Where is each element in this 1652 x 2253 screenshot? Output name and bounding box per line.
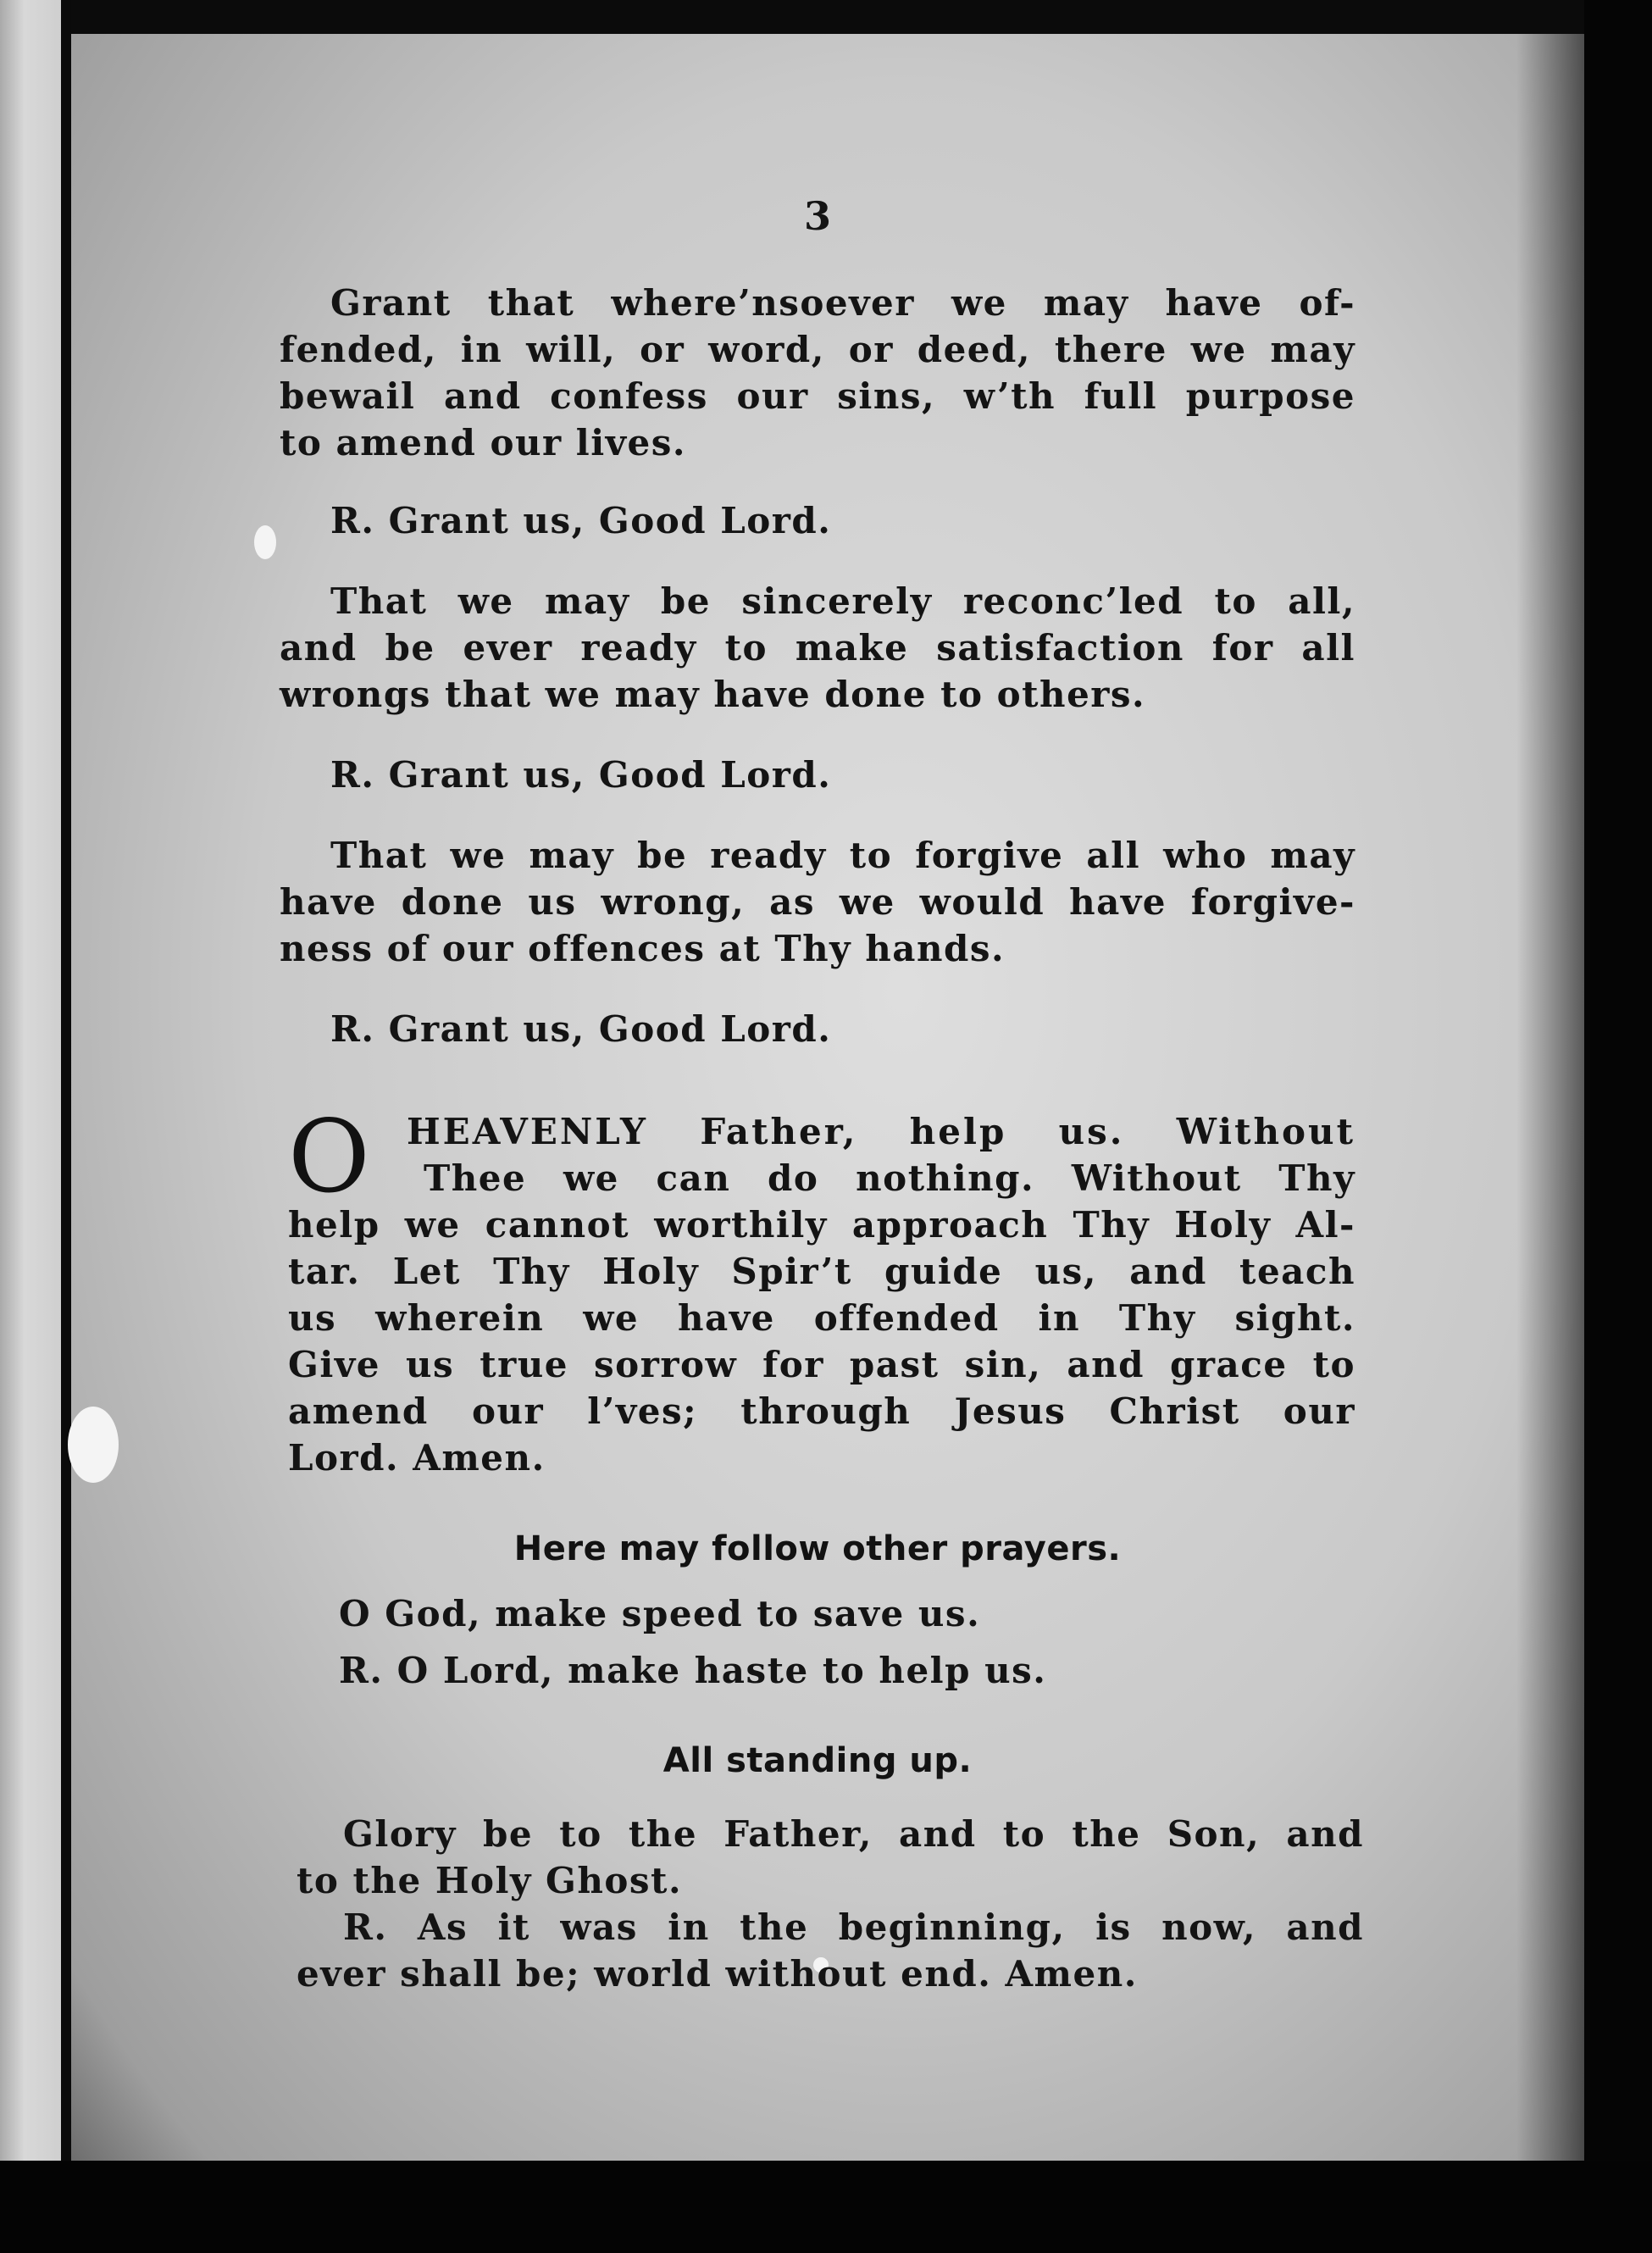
text-line: fended, in will, or word, or deed, there we may [280, 329, 1355, 370]
petition-paragraph-2 [280, 578, 1355, 718]
prayer-lead-lines [407, 1108, 1355, 1201]
text-line: have done us wrong, as we would have forgive- [280, 881, 1355, 923]
scan-speck [68, 1407, 119, 1483]
left-page-edge [0, 0, 61, 2169]
text-line: and be ever ready to make satisfaction for all [280, 627, 1355, 669]
text-line: That we may be ready to forgive all who may [330, 835, 1355, 876]
page-number: 3 [803, 193, 831, 239]
binding-rule [61, 0, 71, 2169]
text-line: R. As it was in the beginning, is now, and [343, 1906, 1364, 1948]
gloria-paragraph [297, 1811, 1364, 1904]
text-line: ness of our offences at Thy hands. [280, 928, 1006, 969]
text-line: help we cannot worthily approach Thy Holy Al- [288, 1204, 1355, 1246]
response-line-3: R. Grant us, Good Lord. [330, 1008, 832, 1050]
text-line: HEAVENLY Father, help us. Without [407, 1111, 1355, 1152]
response-line-4: R. O Lord, make haste to help us. [339, 1650, 1047, 1691]
text-line: Grant that where’nsoever we may have of- [330, 282, 1355, 324]
drop-cap: O [288, 1098, 370, 1215]
bottom-scan-border [0, 2161, 1652, 2253]
text-line: Glory be to the Father, and to the Son, and [343, 1813, 1364, 1855]
page-shadow [1516, 34, 1584, 2161]
right-scan-border [1584, 0, 1652, 2253]
text-line: Thee we can do nothing. Without Thy [424, 1157, 1355, 1199]
response-line-2: R. Grant us, Good Lord. [330, 754, 832, 796]
text-line: amend our l’ves; through Jesus Christ our [288, 1390, 1355, 1432]
text-line: Lord. Amen. [288, 1437, 546, 1479]
text-line: tar. Let Thy Holy Spir’t guide us, and teach [288, 1251, 1355, 1292]
response-line-1: R. Grant us, Good Lord. [330, 500, 832, 541]
versicle-line: O God, make speed to save us. [339, 1593, 981, 1634]
text-line: wrongs that we may have done to others. [280, 674, 1146, 715]
text-line: bewail and confess our sins, w’th full purpose [280, 375, 1355, 417]
text-line: to amend our lives. [280, 422, 687, 463]
text-line: ever shall be; world without end. Amen. [297, 1953, 1138, 1995]
rubric-other-prayers: Here may follow other prayers. [513, 1529, 1122, 1568]
text-line: us wherein we have offended in Thy sight. [288, 1297, 1355, 1339]
gloria-response [297, 1904, 1364, 1997]
petition-paragraph-1 [280, 280, 1355, 466]
text-line: to the Holy Ghost. [297, 1860, 683, 1901]
scan-speck [254, 525, 276, 559]
text-line: That we may be sincerely reconc’led to all, [330, 580, 1355, 622]
prayer-paragraph [288, 1201, 1355, 1481]
petition-paragraph-3 [280, 832, 1355, 972]
text-line: Give us true sorrow for past sin, and grace to [288, 1344, 1355, 1385]
rubric-all-standing: All standing up. [662, 1741, 973, 1780]
